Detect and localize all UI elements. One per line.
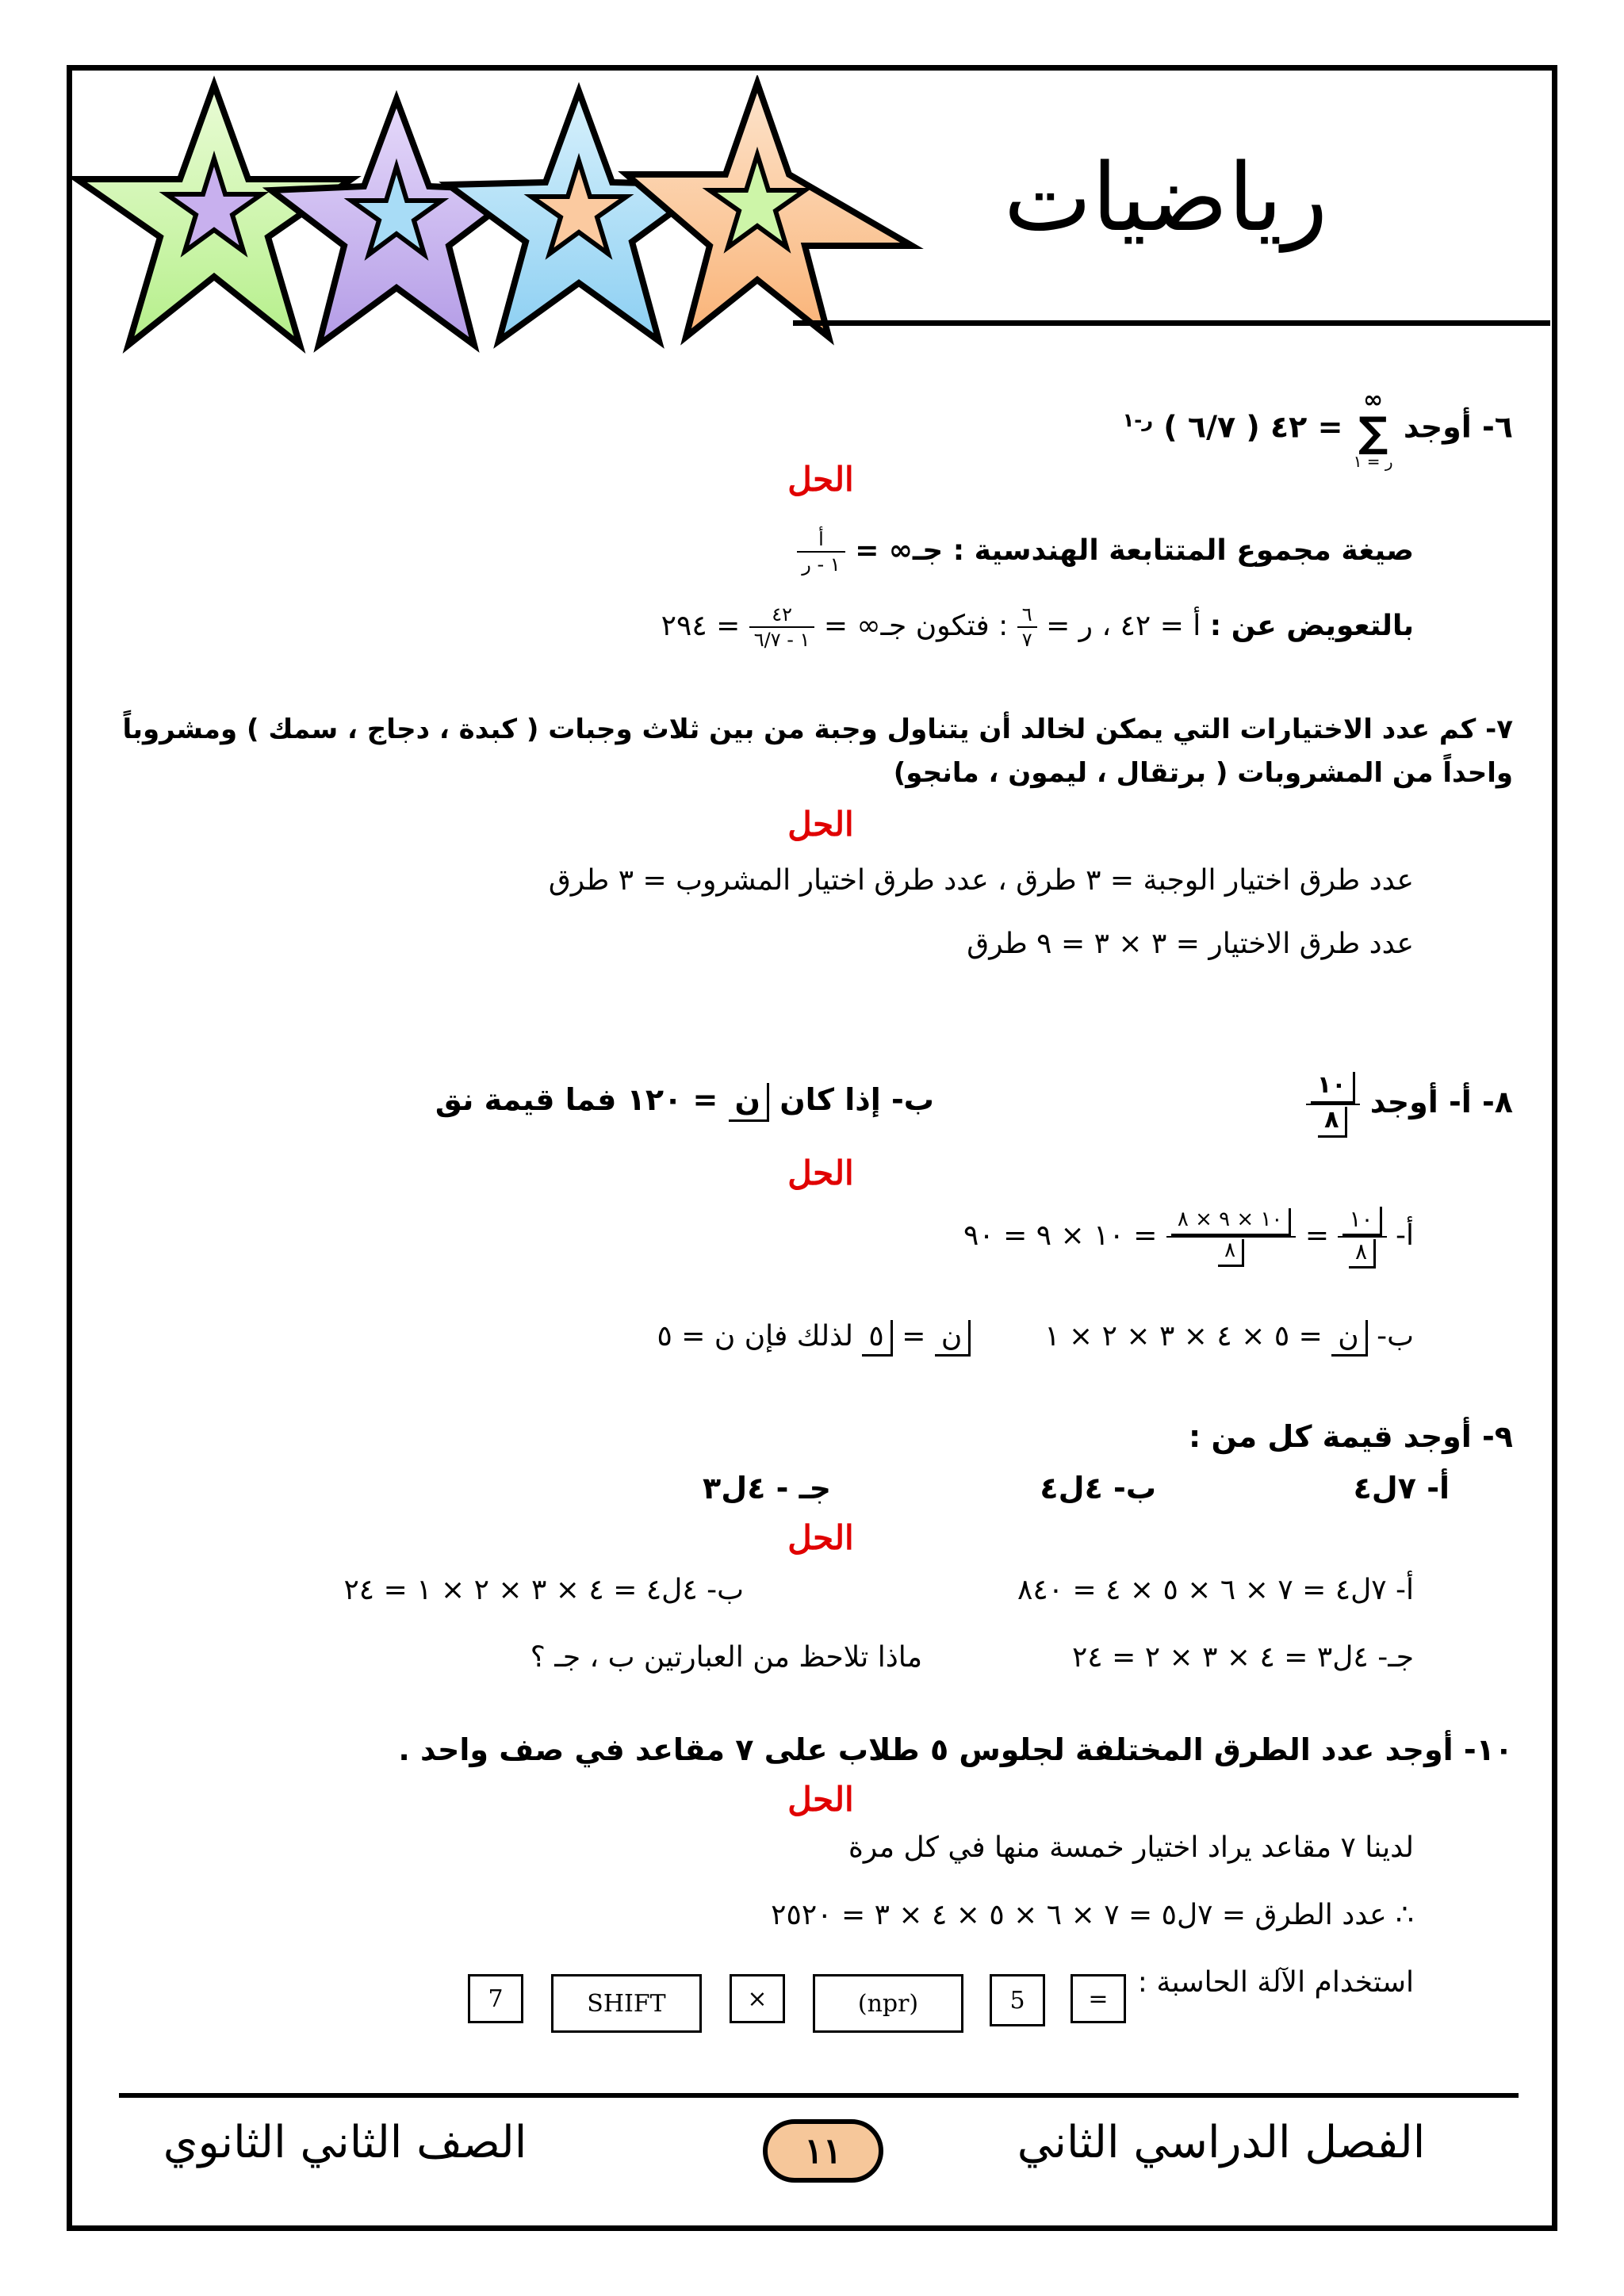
q6-result: = ٢٩٤	[661, 610, 741, 642]
q10-step-2: ∴ عدد الطرق = ٧ل٥ = ٧ × ٦ × ٥ × ٤ × ٣ = ٢٥٢٠	[771, 1899, 1414, 1931]
title-divider	[793, 320, 1550, 326]
q10-solution-heading: الحل	[787, 1780, 854, 1819]
q8-sol-a-label: أ-	[1396, 1219, 1414, 1253]
calc-key-5: 5	[990, 1974, 1045, 2026]
page-title: رياضيات	[1003, 143, 1328, 252]
q9-solution-b: ب- ٤ل٤ = ٤ × ٣ × ٢ × ١ = ٢٤	[343, 1574, 744, 1606]
q6-formula-label: صيغة مجموع المتتابعة الهندسية : جـ∞ =	[855, 534, 1414, 567]
q7-solution-heading: الحل	[787, 805, 854, 844]
q8-part-b-n: ن	[729, 1083, 769, 1122]
q8-sol-b-label: ب-	[1377, 1320, 1414, 1353]
q6-subst-text: أ = ٤٢ ، ر =	[1046, 610, 1201, 642]
sigma-icon: ∑	[1358, 409, 1388, 457]
q7-line-1: ٧- كم عدد الاختيارات التي يمكن لخالد أن يتناول وجبة من بين ثلاث وجبات ( كبدة ، دجاج ، سمك ) ومشروباً	[122, 714, 1513, 745]
calc-key-multiply: ×	[730, 1974, 785, 2023]
q9-prompt: ٩- أوجد قيمة كل من :	[1189, 1419, 1513, 1454]
q6-sigma-upper: ∞	[1363, 386, 1384, 414]
q8-sol-b-n2: ن	[935, 1320, 971, 1357]
q6-solution-heading: الحل	[787, 460, 854, 499]
q9-item-a: أ- ٧ل٤	[1353, 1471, 1450, 1506]
q8-sol-b-result: لذلك فإن ن = ٥	[657, 1320, 853, 1353]
calc-key-7: 7	[468, 1974, 523, 2023]
star-icon-purple	[271, 99, 522, 345]
q8-part-b-prefix: ب- إذا كان	[779, 1082, 934, 1117]
calc-key-npr: (npr)	[813, 1974, 963, 2033]
q6-r-den: ٧	[1021, 629, 1032, 651]
q6-formula-fraction	[797, 527, 845, 576]
q8-sol-b-n: ن	[1331, 1320, 1367, 1357]
page-number: ١١	[763, 2119, 883, 2183]
q6-r-num: ٦	[1017, 603, 1037, 628]
footer-divider	[119, 2093, 1519, 2098]
q6-formula-den: ١ - ر	[802, 553, 841, 576]
q8-a-num: ١٠	[1311, 1072, 1355, 1104]
q6-exponent: ر-١	[1122, 408, 1154, 431]
q8-a-fraction	[1306, 1070, 1360, 1138]
q6-substitution-line	[462, 603, 1414, 674]
q8-part-b-suffix: = ١٢٠ فما قيمة نق	[435, 1082, 718, 1117]
q6-result-fraction	[749, 603, 815, 652]
star-icon-orange	[626, 83, 912, 337]
q7-step-1: عدد طرق اختيار الوجبة = ٣ طرق ، عدد طرق اختيار المشروب = ٣ طرق	[548, 864, 1414, 897]
q9-item-b: ب- ٤ل٤	[1040, 1471, 1156, 1506]
q10-step-1: لدينا ٧ مقاعد يراد اختيار خمسة منها في كل مرة	[848, 1831, 1414, 1864]
q6-formula-num: أ	[797, 527, 845, 553]
q6-line	[561, 386, 1513, 471]
q10-prompt: ١٠- أوجد عدد الطرق المختلفة لجلوس ٥ طلاب على ٧ مقاعد في صف واحد .	[398, 1732, 1513, 1767]
footer-term: الفصل الدراسي الثاني	[1017, 2117, 1426, 2168]
q6-subst-label: بالتعويض عن :	[1209, 610, 1414, 642]
q6-prefix: ٦- أوجد	[1403, 409, 1513, 445]
q9-item-c: جـ - ٤ل٣	[703, 1471, 831, 1506]
q8-part-b	[379, 1082, 934, 1122]
q8-part-a	[1116, 1070, 1513, 1142]
q8-solution-heading: الحل	[787, 1154, 854, 1192]
q6-r-fraction	[1017, 603, 1037, 652]
q7-line-2: واحداً من المشروبات ( برتقال ، ليمون ، مانجو)	[893, 757, 1513, 789]
q6-formula-line	[542, 527, 1414, 575]
q8-sol-b-five: ٥	[862, 1320, 892, 1357]
q8-solution-b: ب- ن = ٥ × ٤ × ٣ × ٢ × ١ ن = ٥ لذلك فإن ن = ٥	[383, 1320, 1414, 1357]
q6-result-num: ٤٢	[749, 603, 815, 628]
q10-calc-label: استخدام الآلة الحاسبة :	[1137, 1966, 1414, 1999]
q9-solution-a: أ- ٧ل٤ = ٧ × ٦ × ٥ × ٤ = ٨٤٠	[1017, 1574, 1414, 1606]
q8-sol-a-den: ٨	[1349, 1239, 1376, 1269]
q8-sol-a-mid-num: ١٠ × ٩ × ٨	[1171, 1208, 1292, 1236]
q8-a-den: ٨	[1318, 1107, 1347, 1138]
q6-sigma-block	[1354, 388, 1393, 469]
q8-sol-a-mid-fraction	[1166, 1207, 1297, 1267]
q8-sol-b-product: = ٥ × ٤ × ٣ × ٢ × ١	[1044, 1320, 1323, 1353]
calc-key-equals: =	[1071, 1974, 1126, 2023]
q9-observe: ماذا تلاحظ من العبارتين ب ، جـ ؟	[530, 1641, 922, 1674]
q6-then-text: : فتكون جـ∞ =	[823, 610, 1009, 642]
q6-sigma-lower: ر = ١	[1353, 452, 1393, 471]
calc-key-shift: SHIFT	[551, 1974, 702, 2033]
footer-grade: الصف الثاني الثانوي	[163, 2117, 527, 2168]
q8-sol-a-fraction	[1338, 1205, 1386, 1269]
q8-solution-a: أ- $\frac{١٠}{٨}$ = $\frac{١٠ \times ٩ \times ٨}{٨}$ = ١٠ × ٩ = ٩٠	[383, 1205, 1414, 1284]
q9-solution-heading: الحل	[787, 1518, 854, 1557]
q8-sol-a-result: = ١٠ × ٩ = ٩٠	[963, 1219, 1158, 1253]
q8-sol-a-num: ١٠	[1342, 1207, 1381, 1236]
q8-part-a-label: ٨- أ- أوجد	[1369, 1085, 1513, 1119]
q9-solution-c: جـ- ٤ل٣ = ٤ × ٣ × ٢ = ٢٤	[1071, 1641, 1414, 1674]
q7-step-2: عدد طرق الاختيار = ٣ × ٣ = ٩ طرق	[967, 928, 1414, 960]
q6-term: = ٤٢ ( ٦/٧ )	[1163, 409, 1343, 445]
q6-result-den: ١ - ٦/٧	[753, 629, 810, 651]
q8-sol-a-mid-den: ٨	[1218, 1239, 1244, 1267]
